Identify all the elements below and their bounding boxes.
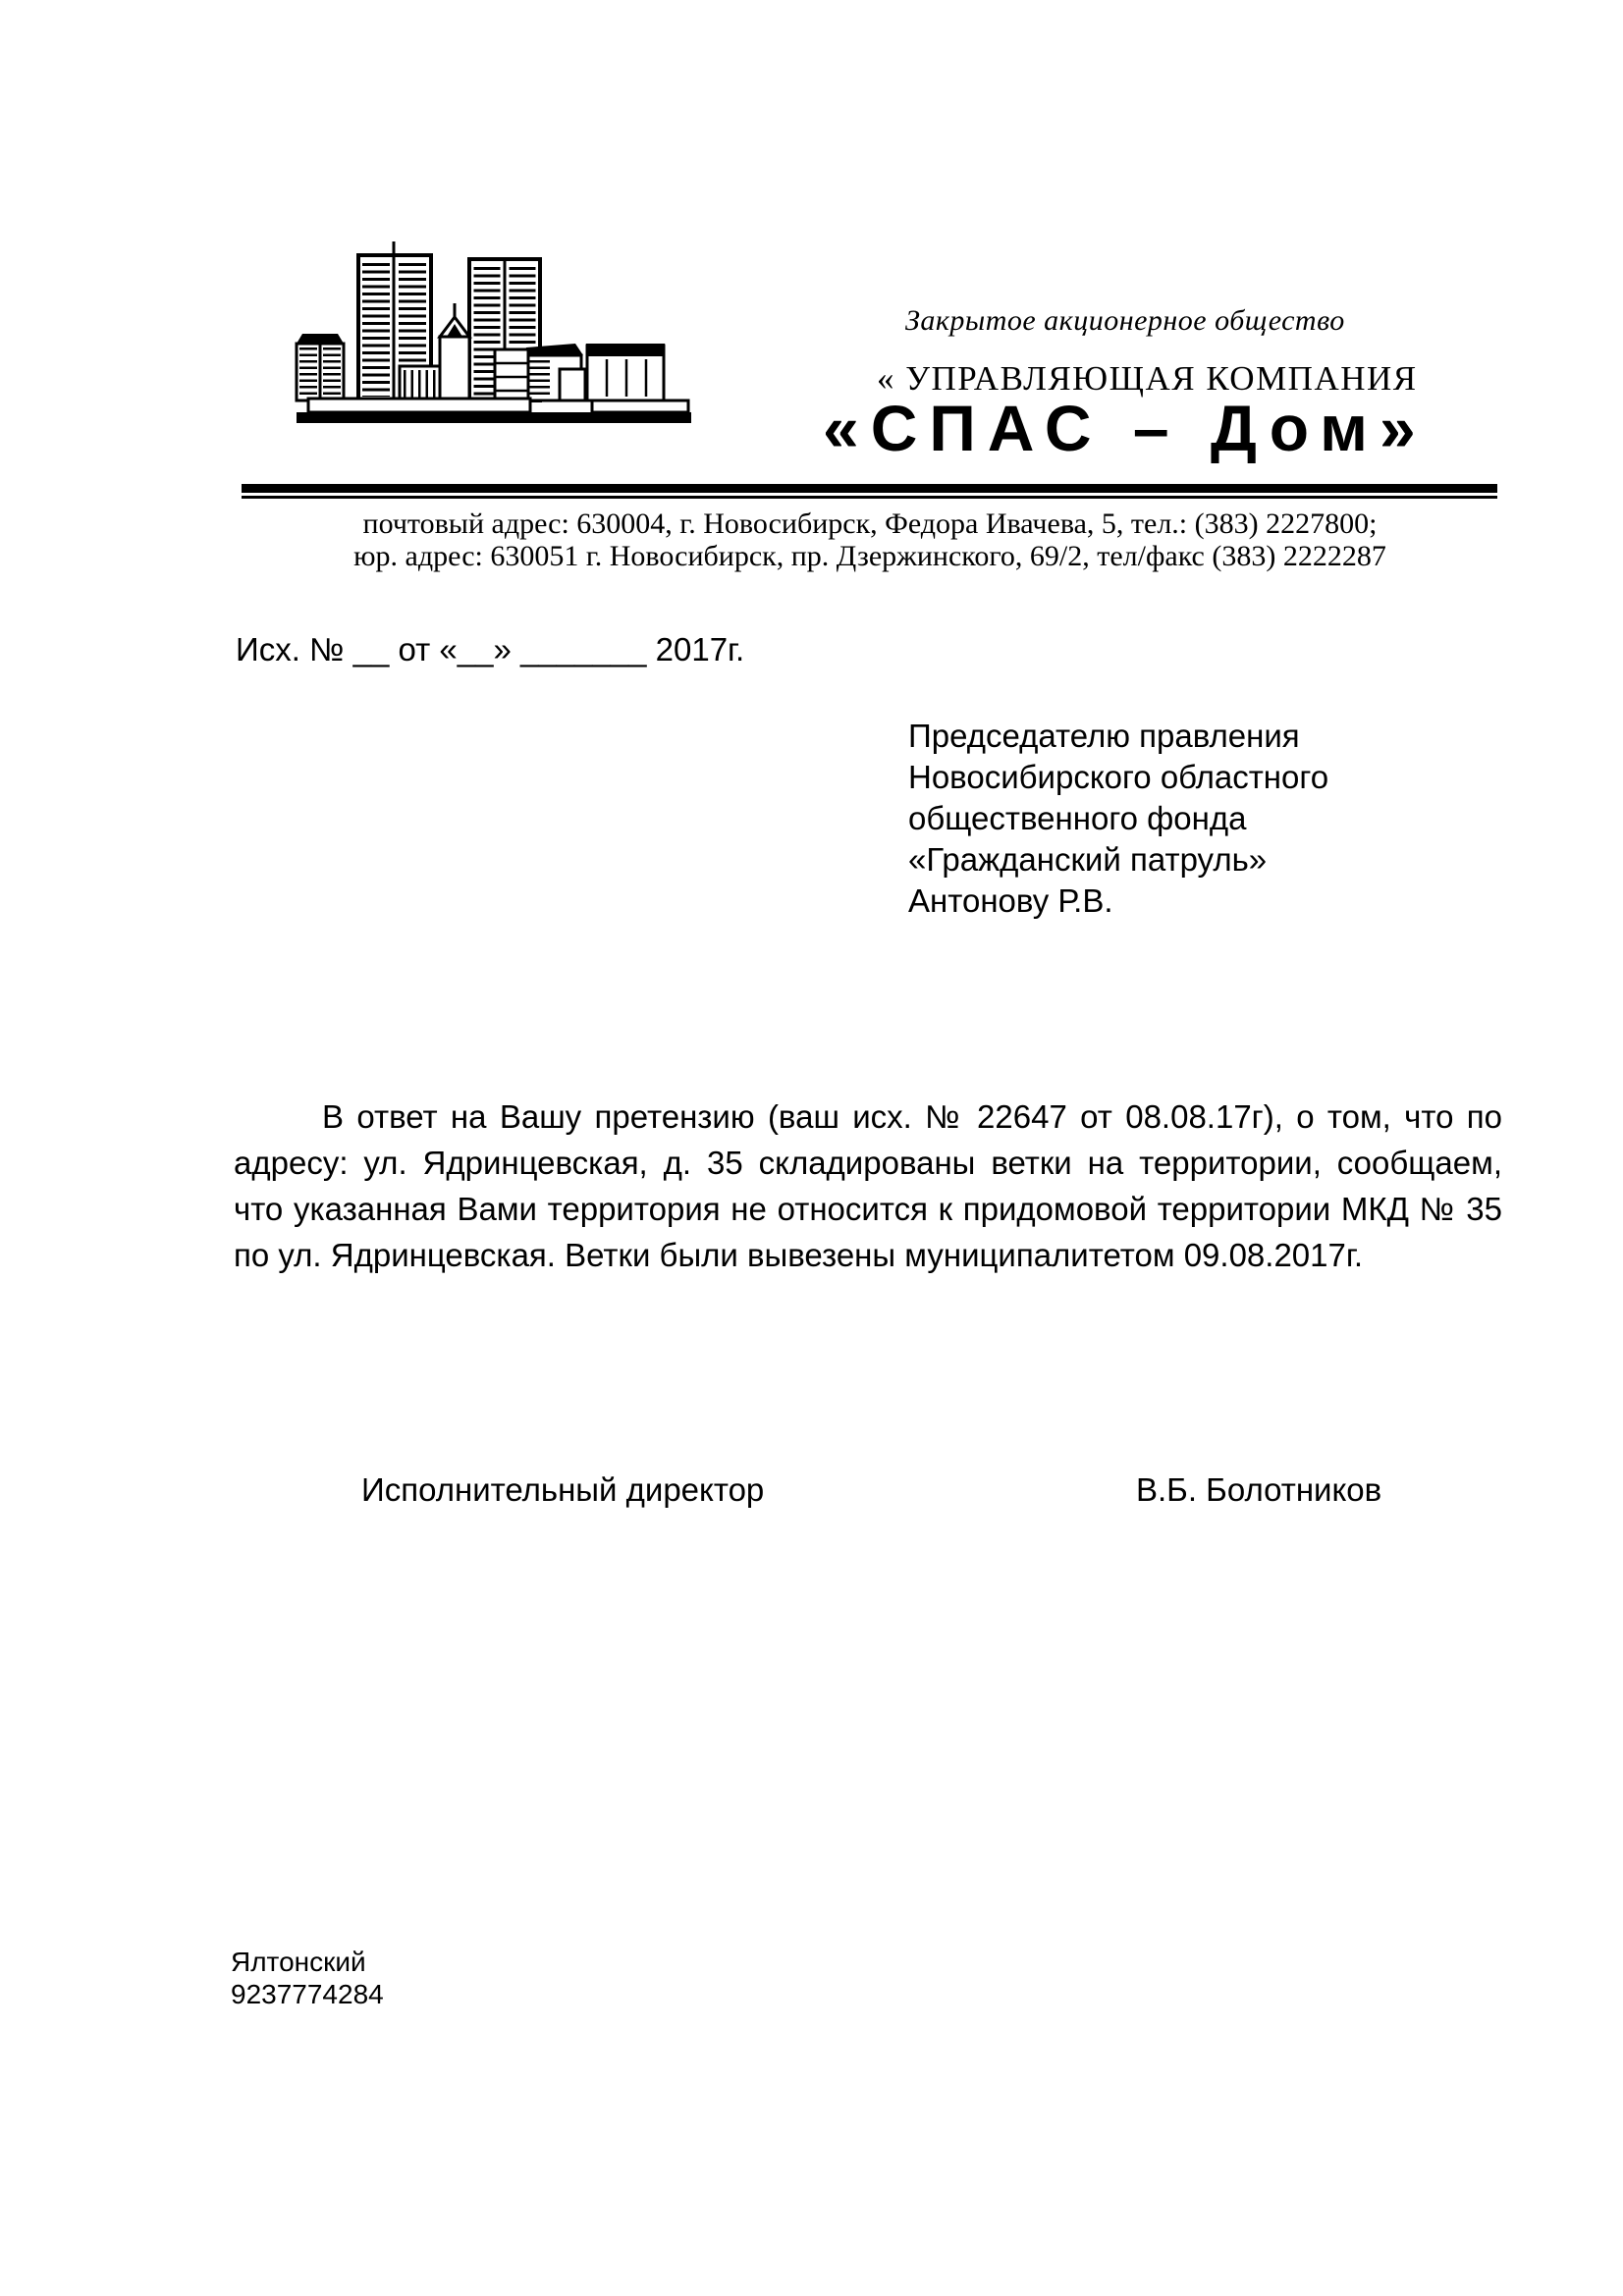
addressee-line: Антонову Р.В.: [908, 882, 1113, 919]
addressee-line: Новосибирского областного: [908, 759, 1329, 795]
body-line: В ответ на Вашу претензию (ваш исх. № 22647 от 08.08.17г), о том, что по: [322, 1098, 1502, 1135]
body-paragraph: [234, 1094, 1502, 1278]
header-rule-thick: [242, 484, 1497, 493]
signature-name: В.Б. Болотников: [1136, 1471, 1382, 1508]
executor-name: Ялтонский: [231, 1947, 366, 1977]
legal-address-line: юр. адрес: 630051 г. Новосибирск, пр. Дзержинского, 69/2, тел/факс (383) 2222287: [353, 540, 1386, 572]
organization-type-line: Закрытое акционерное общество: [905, 304, 1345, 337]
body-line: адресу: ул. Ядринцевская, д. 35 складированы ветки на территории, сообщаем,: [234, 1145, 1502, 1181]
company-logo-skyline-icon: [293, 241, 695, 426]
signature-position-title: Исполнительный директор: [361, 1471, 765, 1508]
header-rule-thin: [242, 496, 1497, 499]
company-name: «СПАС – Дом»: [823, 392, 1428, 464]
addressee-block: [908, 716, 1328, 922]
addressee-line: общественного фонда: [908, 800, 1247, 836]
addressee-line: «Гражданский патруль»: [908, 841, 1268, 878]
reference-number-line: Исх. № __ от «__» _______ 2017г.: [236, 631, 745, 667]
executor-phone: 9237774284: [231, 1979, 384, 2009]
body-line: по ул. Ядринцевская. Ветки были вывезены муниципалитетом 09.08.2017г.: [234, 1237, 1364, 1273]
body-line: что указанная Вами территория не относится к придомовой территории МКД № 35: [234, 1191, 1502, 1227]
addressee-line: Председателю правления: [908, 718, 1300, 754]
company-name-prefix: « УПРАВЛЯЮЩАЯ КОМПАНИЯ: [877, 359, 1418, 398]
postal-address-line: почтовый адрес: 630004, г. Новосибирск, Федора Ивачева, 5, тел.: (383) 2227800;: [362, 507, 1378, 540]
